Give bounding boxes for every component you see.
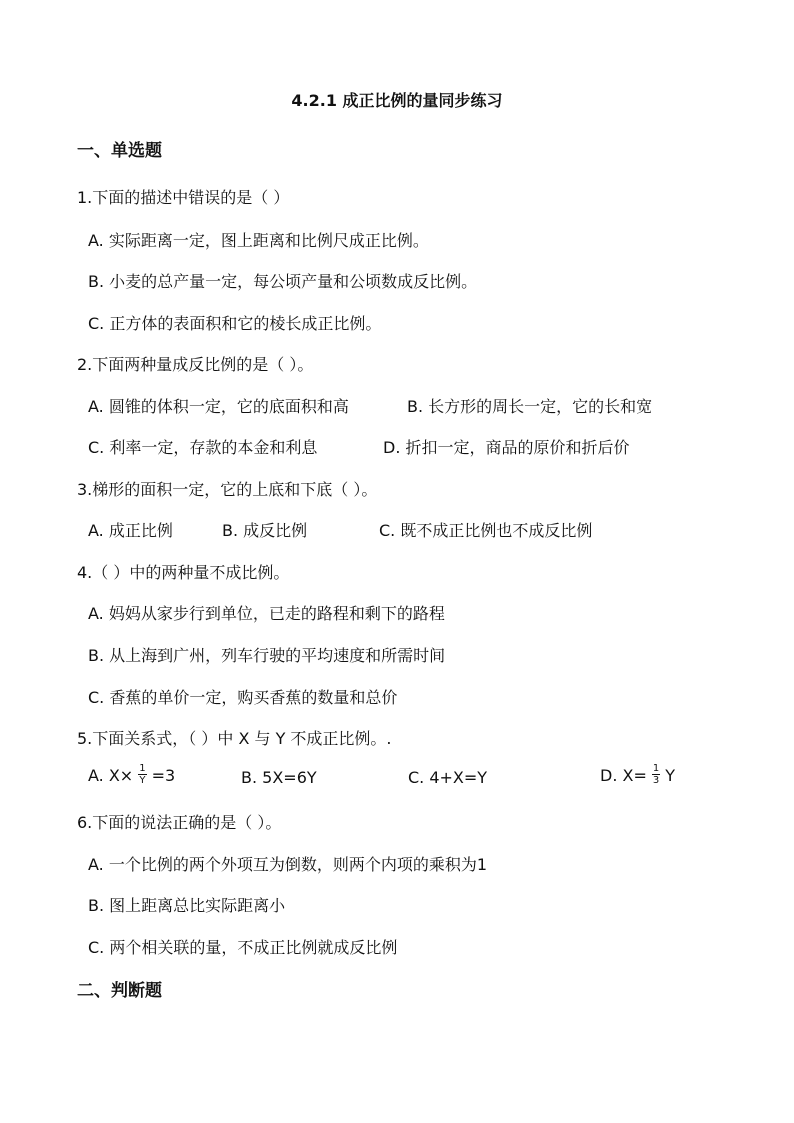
question-4-option-a[interactable]: A. 妈妈从家步行到单位，已走的路程和剩下的路程 xyxy=(88,604,445,623)
fraction-1-over-y xyxy=(138,763,146,786)
question-3-stem: 3.梯形的面积一定，它的上底和下底（ ）。 xyxy=(77,480,378,499)
fraction-numerator: 1 xyxy=(652,763,660,774)
question-5-option-a-prefix: A. X× xyxy=(88,766,134,785)
question-2-option-c[interactable]: C. 利率一定，存款的本金和利息 xyxy=(88,438,318,457)
question-1-option-a[interactable]: A. 实际距离一定，图上距离和比例尺成正比例。 xyxy=(88,231,429,250)
question-6-stem: 6.下面的说法正确的是（ ）。 xyxy=(77,813,282,832)
question-1-stem: 1.下面的描述中错误的是（ ） xyxy=(77,188,290,207)
question-5-option-c[interactable]: C. 4+X=Y xyxy=(408,768,488,787)
question-2-option-d[interactable]: D. 折扣一定，商品的原价和折后价 xyxy=(383,438,630,457)
question-3-option-a[interactable]: A. 成正比例 xyxy=(88,521,173,540)
question-2-stem: 2.下面两种量成反比例的是（ ）。 xyxy=(77,355,314,374)
section-heading-judgment: 二、判断题 xyxy=(77,981,162,1001)
fraction-numerator: 1 xyxy=(139,763,146,774)
question-6-option-b[interactable]: B. 图上距离总比实际距离小 xyxy=(88,896,286,915)
question-2-option-a[interactable]: A. 圆锥的体积一定，它的底面积和高 xyxy=(88,397,349,416)
question-3-option-b[interactable]: B. 成反比例 xyxy=(222,521,308,540)
question-4-option-b[interactable]: B. 从上海到广州，列车行驶的平均速度和所需时间 xyxy=(88,646,446,665)
question-5-option-a[interactable] xyxy=(88,765,175,788)
question-5-option-d-prefix: D. X= xyxy=(600,766,647,785)
question-1-option-b[interactable]: B. 小麦的总产量一定，每公顷产量和公顷数成反比例。 xyxy=(88,272,478,291)
question-3-option-c[interactable]: C. 既不成正比例也不成反比例 xyxy=(379,521,593,540)
question-6-option-c[interactable]: C. 两个相关联的量，不成正比例就成反比例 xyxy=(88,938,398,957)
question-5-stem: 5.下面关系式，（ ）中 X 与 Y 不成正比例。. xyxy=(77,729,392,748)
page-title: 4.2.1 成正比例的量同步练习 xyxy=(291,91,503,110)
fraction-denominator: Y xyxy=(139,775,146,786)
section-heading-single-choice: 一、单选题 xyxy=(77,141,162,161)
question-6-option-a[interactable]: A. 一个比例的两个外项互为倒数，则两个内项的乘积为1 xyxy=(88,855,488,874)
question-5-option-d-suffix: Y xyxy=(665,766,676,785)
question-2-option-b[interactable]: B. 长方形的周长一定，它的长和宽 xyxy=(407,397,653,416)
question-5-option-b[interactable]: B. 5X=6Y xyxy=(241,768,317,787)
question-4-stem: 4.（ ）中的两种量不成比例。 xyxy=(77,563,290,582)
question-5-option-a-suffix: =3 xyxy=(151,766,176,785)
fraction-1-over-3 xyxy=(652,763,660,786)
fraction-denominator: 3 xyxy=(652,775,660,786)
question-4-option-c[interactable]: C. 香蕉的单价一定，购买香蕉的数量和总价 xyxy=(88,688,398,707)
question-5-option-d[interactable] xyxy=(600,765,675,788)
question-1-option-c[interactable]: C. 正方体的表面积和它的棱长成正比例。 xyxy=(88,314,382,333)
